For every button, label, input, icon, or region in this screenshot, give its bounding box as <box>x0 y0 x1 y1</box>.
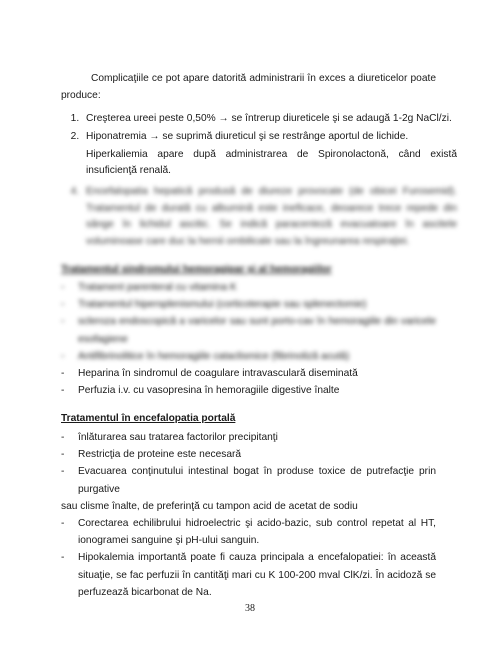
list-item: - Evacuarea conţinutului intestinal bogat în produse toxice de putrefacţie prin purgative <box>61 466 436 495</box>
list-item: - scleroza endoscopică a varicelor sau sunt porto-cav în hemoragiile din varicele esofagiene <box>61 316 436 345</box>
list-item: - Perfuzia i.v. cu vasopresina în hemoragiile digestive înalte <box>61 385 340 397</box>
list-item: 3. Hiperkaliemia apare după administrarea de Spironolactonă, când există insuficienţă renală. <box>82 147 457 178</box>
list-item: 2. Hiponatremia → se suprimă diureticul şi se restrânge aportul de lichide. <box>82 129 457 145</box>
list-item: - înlăturarea sau tratarea factorilor precipitanţi <box>61 432 278 443</box>
list-item: sau clisme înalte, de preferinţă cu tampon acid de acetat de sodiu <box>61 500 358 512</box>
list-item: 1. Creşterea ureei peste 0,50% → se întrerup diureticele şi se adaugă 1-2g NaCl/zi. <box>82 111 457 127</box>
list-item: 4. Encefalopatia hepatică produsă de diureze provocate (de obicei Furosemid). Tratamentul de durată cu albumină este ineficace, deoarece trece repede din sânge în lichidul ascitic. Se indică paracenteză evacuatoare în ascitele voluminoase care duc la hernii ombilicale sau la îngreunarea respiraţiei. <box>82 184 457 250</box>
list-item: - Heparina în sindromul de coagulare intravasculară diseminată <box>61 368 358 380</box>
hemorrhage-list <box>61 279 436 399</box>
list-item: - Antifibrinolitice în hemoragiile cataclismice (fibrinoliză acută) <box>61 350 350 362</box>
encephalopathy-list <box>61 429 436 601</box>
page-number: 38 <box>245 603 255 614</box>
encephalopathy-heading: Tratamentul în encefalopatia portală <box>61 413 236 424</box>
complications-intro: Complicaţiile ce pot apare datorită administrarii în exces a diureticelor poate produce: <box>61 73 436 101</box>
list-item: - Tratament parenteral cu vitamina K <box>61 282 237 293</box>
list-item: - Corectarea echilibrului hidroelectric şi acido-bazic, sub control repetat al HT, ionogramei sanguine şi pH-ului sanguin. <box>61 518 436 547</box>
complications-list <box>61 111 457 253</box>
list-item: - Tratamentul hipersplenismului (corticoterapie sau splenectomie) <box>61 299 367 311</box>
hemorrhage-heading: Tratamentul sindromului hemoragipar şi al hemoragiilor <box>61 264 332 275</box>
list-item: - Hipokalemia importantă poate fi cauza principala a encefalopatiei: în această situaţie, se fac perfuzii în cantităţi mari cu K 100-200 mval ClK/zi. În acidoză se perfuzează bicarbonat de Na. <box>61 552 436 598</box>
list-item: - Restricţia de proteine este necesară <box>61 449 242 461</box>
